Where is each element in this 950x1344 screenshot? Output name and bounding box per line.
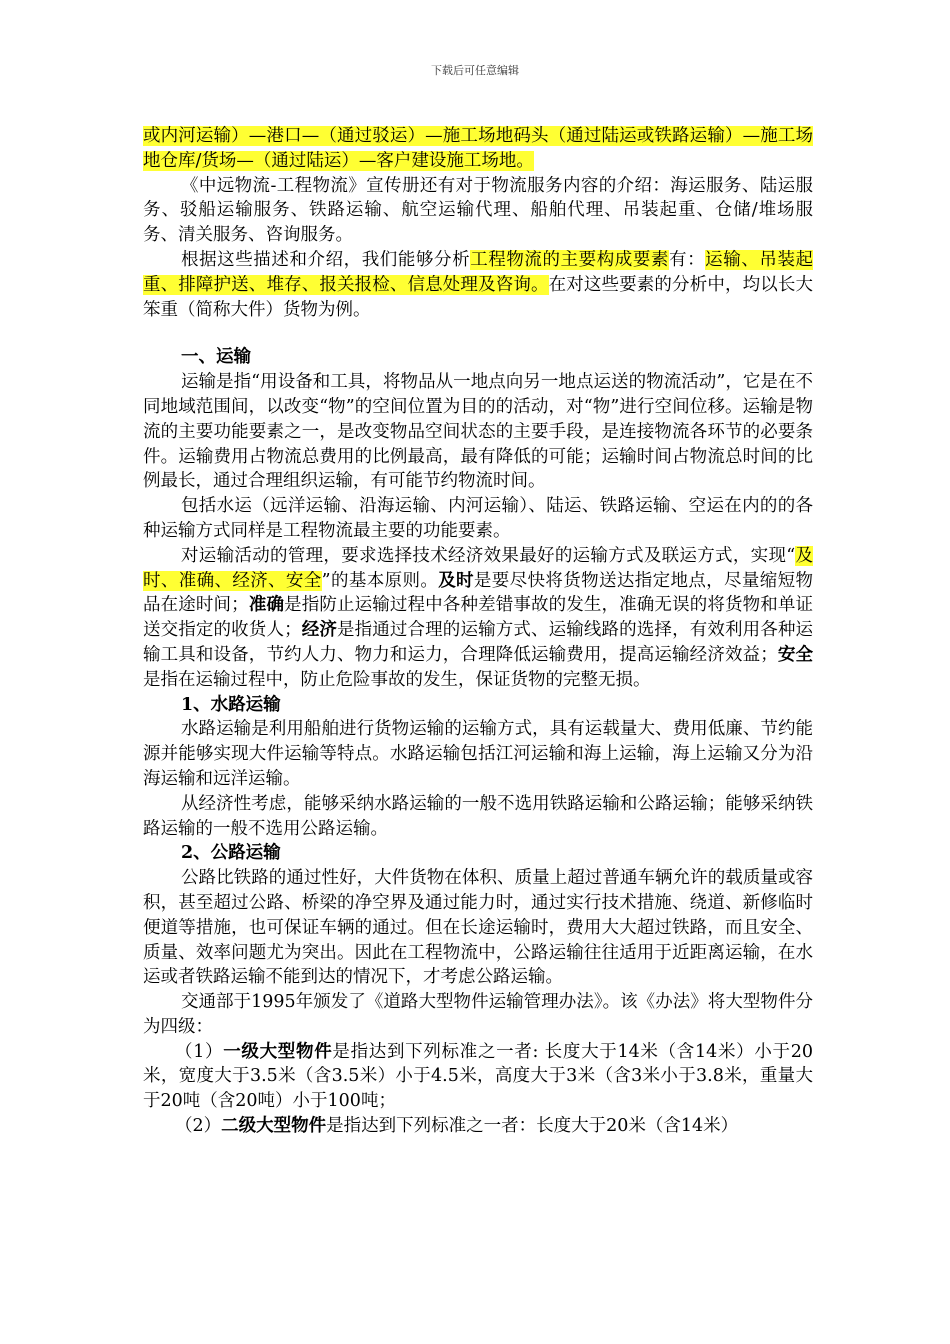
term-economic: 经济 bbox=[301, 620, 337, 641]
paragraph-route bbox=[143, 124, 813, 174]
paragraph-regulation: 交通部于1995年颁发了《道路大型物件运输管理办法》。该《办法》将大型物件分为四级： bbox=[143, 992, 813, 1037]
highlight-principles: 及时、准确、经济、安全 bbox=[143, 545, 814, 591]
heading-water-transport: 1、水路运输 bbox=[181, 694, 281, 715]
highlight-element-list: 运输、吊装起重、排障护送、堆存、报关报检、信息处理及咨询。 bbox=[143, 249, 814, 295]
term-safe: 安全 bbox=[777, 644, 814, 665]
term-accurate: 准确 bbox=[248, 595, 285, 616]
document-body bbox=[143, 124, 813, 1139]
term-timely: 及时 bbox=[438, 570, 474, 591]
paragraph-transport-modes: 包括水运（远洋运输、沿海运输、内河运输）、陆运、铁路运输、空运在内的的各种运输方式同样是工程物流最主要的功能要素。 bbox=[143, 496, 813, 541]
paragraph-level-1: （1）一级大型物件是指达到下列标准之一者: 长度大于14米（含14米）小于20米，宽度大于3.5米（含3.5米）小于4.5米，高度大于3米（含3米小于3.8米，重量大于20吨（含20吨）小于100吨； bbox=[143, 1041, 814, 1112]
term-level-2: 二级大型物件 bbox=[221, 1116, 327, 1137]
spacer bbox=[143, 322, 813, 345]
paragraph-road-transport: 公路比铁路的通过性好，大件货物在体积、质量上超过普通车辆允许的载质量或容积，甚至超过公路、桥梁的净空界及通过能力时，通过实行技术措施、绕道、新修临时便道等措施，也可保证车辆的通过。但在长途运输时，费用大大超过铁路，而且安全、质量、效率问题尤为突出。因此在工程物流中，公路运输往往适用于近距离运输，在水运或者铁路运输不能到达的情况下，才考虑公路运输。 bbox=[143, 868, 813, 988]
paragraph-transport-principles: 对运输活动的管理，要求选择技术经济效果最好的运输方式及联运方式，实现“及时、准确、经济、安全”的基本原则。及时是要尽快将货物送达指定地点，尽量缩短物品在途时间；准确是指防止运输过程中各种差错事故的发生，准确无误的将货物和单证送交指定的收货人；经济是指通过合理的运输方式、运输线路的选择，有效利用各种运输工具和设备，节约人力、物力和运力，合理降低运输费用，提高运输经济效益；安全是指在运输过程中，防止危险事故的发生，保证货物的完整无损。 bbox=[143, 545, 814, 690]
highlight-main-elements: 工程物流的主要构成要素 bbox=[470, 249, 669, 270]
highlight-route: 或内河运输）—港口—（通过驳运）—施工场地码头（通过陆运或铁路运输）—施工场地仓库/货场—（通过陆运）—客户建设施工场地。 bbox=[143, 126, 813, 171]
term-level-1: 一级大型物件 bbox=[223, 1041, 333, 1062]
paragraph-transport-definition: 运输是指“用设备和工具，将物品从一地点向另一地点运送的物流活动”，它是在不同地域范围间，以改变“物”的空间位置为目的的活动，对“物”进行空间位移。运输是物流的主要功能要素之一，是改变物品空间状态的主要手段，是连接物流各环节的必要条件。运输费用占物流总费用的比例最高，最有降低的可能；运输时间占物流总时间的比例最长，通过合理组织运输，有可能节约物流时间。 bbox=[143, 372, 813, 492]
page-header: 下载后可任意编辑 bbox=[431, 64, 519, 77]
paragraph-level-2: （2）二级大型物件是指达到下列标准之一者：长度大于20米（含14米） bbox=[175, 1116, 739, 1137]
heading-road-transport: 2、公路运输 bbox=[181, 843, 281, 864]
paragraph-elements: 根据这些描述和介绍，我们能够分析工程物流的主要构成要素有：运输、吊装起重、排障护送、堆存、报关报检、信息处理及咨询。在对这些要素的分析中，均以长大笨重（简称大件）货物为例。 bbox=[143, 249, 814, 320]
paragraph-brochure: 《中远物流-工程物流》宣传册还有对于物流服务内容的介绍：海运服务、陆运服务、驳船运输服务、铁路运输、航空运输代理、船舶代理、吊装起重、仓储/堆场服务、清关服务、咨询服务。 bbox=[143, 175, 813, 246]
paragraph-water-transport: 水路运输是利用船舶进行货物运输的运输方式，具有运载量大、费用低廉、节约能源并能够实现大件运输等特点。水路运输包括江河运输和海上运输，海上运输又分为沿海运输和远洋运输。 bbox=[143, 719, 813, 789]
paragraph-economy: 从经济性考虑，能够采纳水路运输的一般不选用铁路运输和公路运输；能够采纳铁路运输的一般不选用公路运输。 bbox=[143, 793, 813, 839]
heading-transport: 一、运输 bbox=[181, 347, 251, 368]
